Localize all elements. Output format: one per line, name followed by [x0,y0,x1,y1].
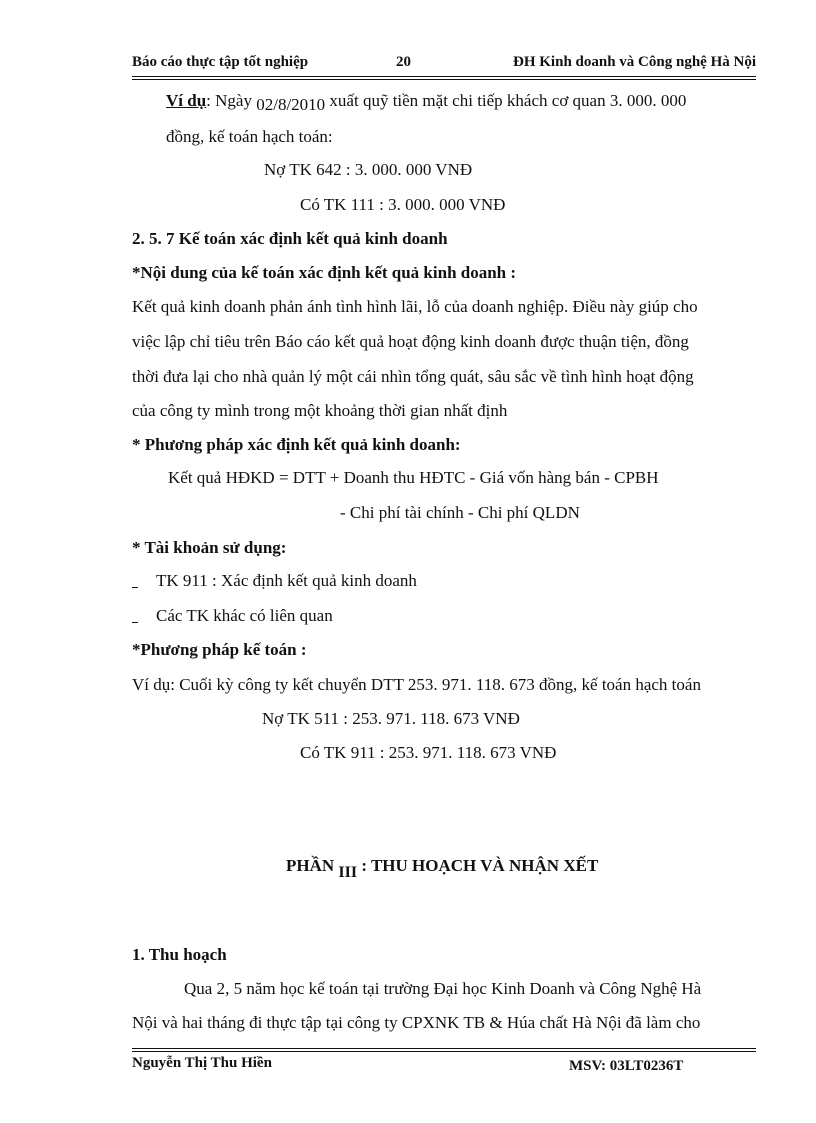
part-title [286,856,599,881]
footer-author: Nguyễn Thị Thu Hiền [132,1055,272,1071]
example1-text-b: xuất quỹ tiền mặt chi tiếp khách cơ quan 3. 000. 000 [325,91,687,110]
footer-student-id: MSV: 03LT0236T [569,1058,684,1074]
entry1-credit: Có TK 111 : 3. 000. 000 VNĐ [300,195,506,214]
example1-line1 [166,91,687,114]
harvest-heading: 1. Thu hoạch [132,945,227,964]
header-rule-2 [132,79,756,80]
entry1-debit: Nợ TK 642 : 3. 000. 000 VNĐ [264,160,473,179]
footer-rule [132,1048,756,1049]
example1-label: Ví dụ [166,91,207,110]
header-rule [132,76,756,77]
account-item-1: TK 911 : Xác định kết quả kinh doanh [156,571,417,590]
paragraph-line-4: của công ty mình trong một khoảng thời gian nhất định [132,401,508,420]
entry2-credit: Có TK 911 : 253. 971. 118. 673 VNĐ [300,743,557,762]
accounts-heading: * Tài khoản sử dụng: [132,538,287,557]
paragraph-line-3: thời đưa lại cho nhà quản lý một cái nhìn tổng quát, sâu sắc về tình hình hoạt động [132,367,694,386]
header-right: ĐH Kinh doanh và Công nghệ Hà Nội [513,54,756,70]
example1-date: 02/8/2010 [256,95,326,114]
example1-line2: đồng, kế toán hạch toán: [166,127,333,146]
paragraph-line-2: việc lập chỉ tiêu trên Báo cáo kết quả hoạt động kinh doanh được thuận tiện, đồng [132,332,689,351]
harvest-line-1: Qua 2, 5 năm học kế toán tại trường Đại học Kinh Doanh và Công Nghệ Hà [184,979,702,998]
accounting-method-heading: *Phương pháp kế toán : [132,640,307,659]
entry2-debit: Nợ TK 511 : 253. 971. 118. 673 VNĐ [262,709,520,728]
footer-rule-2 [132,1051,756,1052]
bullet-dash-1 [132,587,138,588]
bullet-dash-2 [132,622,138,623]
account-item-2: Các TK khác có liên quan [156,606,333,625]
content-heading: *Nội dung của kế toán xác định kết quả kinh doanh : [132,263,517,282]
page-number: 20 [396,54,411,70]
part-title-suffix: : THU HOẠCH VÀ NHẬN XẾT [357,856,599,875]
part-title-prefix: PHẦN [286,856,339,875]
example2-text: Ví dụ: Cuối kỳ công ty kết chuyển DTT 253. 971. 118. 673 đồng, kế toán hạch toán [132,675,701,694]
method-heading: * Phương pháp xác định kết quả kinh doanh: [132,435,461,454]
paragraph-line-1: Kết quả kinh doanh phản ánh tình hình lãi, lỗ của doanh nghiệp. Điều này giúp cho [132,297,698,316]
formula-line-2: - Chi phí tài chính - Chi phí QLDN [340,503,580,522]
header-left: Báo cáo thực tập tốt nghiệp [132,54,309,70]
harvest-line-2: Nội và hai tháng đi thực tập tại công ty CPXNK TB & Húa chất Hà Nội đã làm cho [132,1013,701,1032]
section-heading: 2. 5. 7 Kế toán xác định kết quả kinh doanh [132,229,448,248]
formula-line-1: Kết quả HĐKD = DTT + Doanh thu HĐTC - Giá vốn hàng bán - CPBH [168,468,659,487]
part-title-roman: III [338,864,358,881]
example1-text-a: : Ngày [206,91,257,110]
